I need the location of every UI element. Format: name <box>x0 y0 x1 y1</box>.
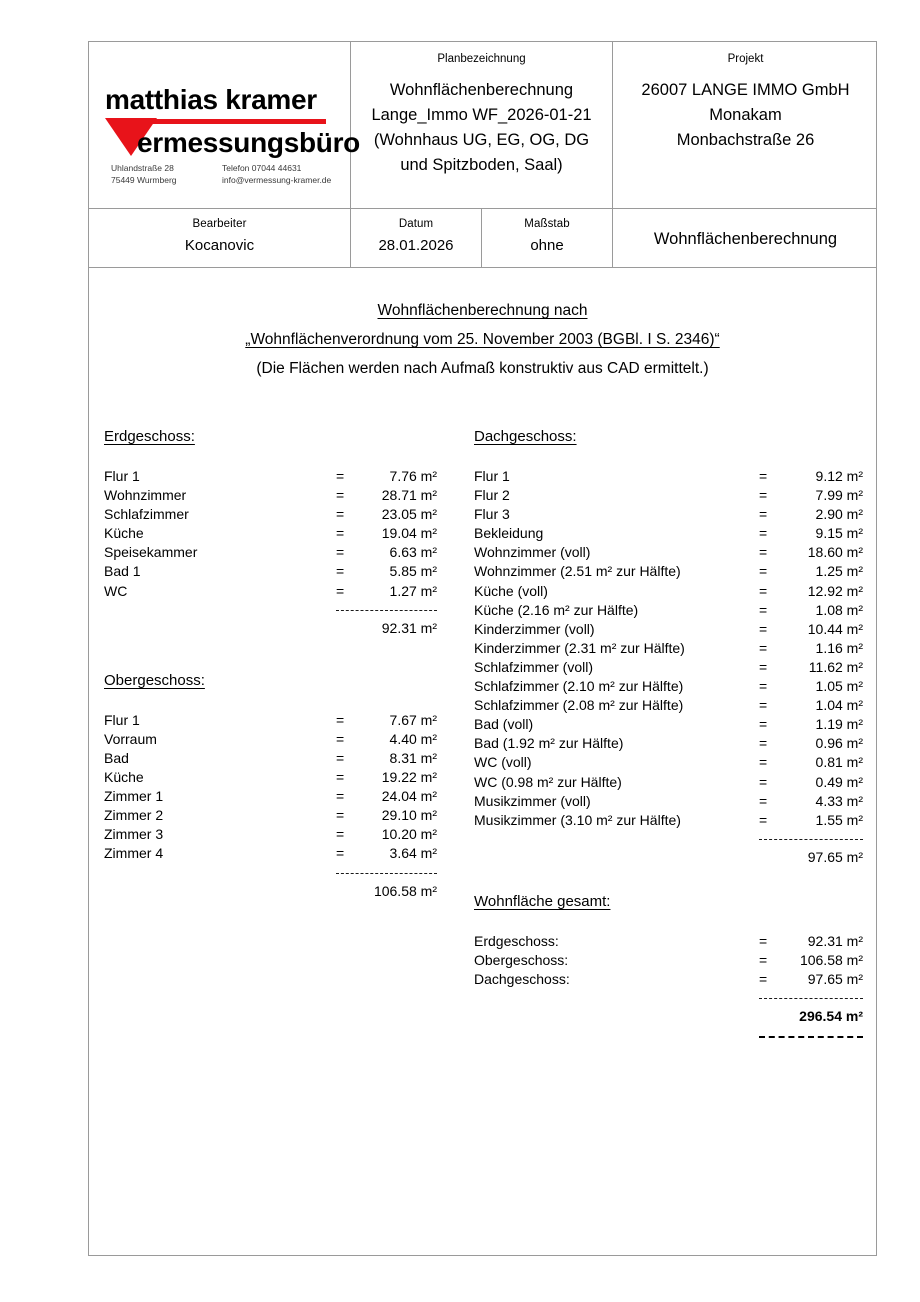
area-row-value: 19.22 m² <box>381 769 437 786</box>
grand-total-value: 296.54 m² <box>799 1008 863 1025</box>
area-row-value: 1.25 m² <box>815 563 863 580</box>
area-row-label: Bad (1.92 m² zur Hälfte) <box>474 735 624 752</box>
area-row-equals: = <box>759 468 768 484</box>
area-row <box>474 543 863 562</box>
area-row-value: 0.96 m² <box>815 735 863 752</box>
area-row-label: Bad (voll) <box>474 716 534 733</box>
document-type-cell <box>613 209 878 267</box>
sum-divider-obergeschoss <box>336 873 437 874</box>
area-row-equals: = <box>336 826 345 843</box>
area-rows-dachgeschoss <box>474 467 863 830</box>
sum-row-obergeschoss <box>104 882 456 901</box>
area-row-label: Erdgeschoss: <box>474 932 559 949</box>
area-row-label: Küche <box>104 525 144 542</box>
area-row-equals: = <box>759 754 768 771</box>
area-row-value: 28.71 m² <box>381 487 437 504</box>
sum-value-erdgeschoss: 92.31 m² <box>381 619 437 636</box>
area-row <box>474 582 863 601</box>
bearbeiter-cell <box>89 209 351 267</box>
area-row-label: Flur 3 <box>474 506 510 523</box>
area-row <box>474 773 863 792</box>
sum-spacer <box>104 882 364 901</box>
column-gap <box>474 867 863 893</box>
total-divider-top <box>759 998 863 999</box>
area-row <box>474 811 863 830</box>
project-line-1: 26007 LANGE IMMO GmbH <box>641 81 850 99</box>
area-row-equals: = <box>759 487 768 504</box>
area-row-label: WC (0.98 m² zur Hälfte) <box>474 773 622 790</box>
area-row-value: 97.65 m² <box>807 971 863 988</box>
area-row <box>104 749 437 768</box>
area-row <box>474 932 863 951</box>
area-row-equals: = <box>759 620 768 637</box>
area-row-value: 10.20 m² <box>381 826 437 843</box>
area-row-equals: = <box>759 544 768 561</box>
area-row-label: Bad 1 <box>104 563 141 580</box>
area-row-equals: = <box>759 971 768 988</box>
area-row-value: 9.12 m² <box>815 468 863 484</box>
plan-line-3: (Wohnhaus UG, EG, OG, DG <box>373 131 590 149</box>
project-label: Projekt <box>727 53 764 65</box>
section-dachgeschoss <box>474 428 863 867</box>
sum-spacer <box>474 848 789 867</box>
area-row-label: Schlafzimmer (voll) <box>474 658 594 675</box>
area-row-equals: = <box>759 792 768 809</box>
area-row-equals: = <box>336 468 345 484</box>
doc-title-line-2: „Wohnflächenverordnung vom 25. November 2003 (BGBl. I S. 2346)“ <box>245 331 720 348</box>
area-row-value: 4.33 m² <box>815 792 863 809</box>
area-row-equals: = <box>336 845 345 862</box>
area-row-label: Dachgeschoss: <box>474 971 570 988</box>
area-row-equals: = <box>759 658 768 675</box>
area-row <box>474 467 863 486</box>
area-row <box>104 844 437 863</box>
area-row-equals: = <box>759 678 768 695</box>
area-row <box>474 951 863 970</box>
sum-value-obergeschoss: 106.58 m² <box>373 882 437 899</box>
area-row-label: Wohnzimmer (voll) <box>474 544 591 561</box>
area-row-label: Speisekammer <box>104 544 198 561</box>
bearbeiter-value: Kocanovic <box>184 237 255 254</box>
section-heading-erdgeschoss: Erdgeschoss: <box>104 428 195 445</box>
area-row-equals: = <box>336 749 345 766</box>
area-row-label: Flur 1 <box>474 468 510 484</box>
plan-line-1: Wohnflächenberechnung <box>389 81 574 99</box>
area-row <box>104 505 437 524</box>
area-row-equals: = <box>336 487 345 504</box>
address-street: Uhlandstraße 28 <box>111 163 174 173</box>
section-heading-gesamt: Wohnfläche gesamt: <box>474 892 611 910</box>
area-row-label: Musikzimmer (3.10 m² zur Hälfte) <box>474 811 681 828</box>
area-row-value: 1.05 m² <box>815 678 863 695</box>
area-row <box>104 787 437 806</box>
area-row-value: 1.27 m² <box>389 582 437 599</box>
area-row-value: 9.15 m² <box>815 525 863 542</box>
area-row <box>104 768 437 787</box>
sum-spacer <box>474 1007 789 1026</box>
area-row-label: Kinderzimmer (2.31 m² zur Hälfte) <box>474 639 685 656</box>
right-column <box>474 428 863 1038</box>
area-row-equals: = <box>759 563 768 580</box>
area-row-label: Bekleidung <box>474 525 544 542</box>
sum-row-erdgeschoss <box>104 619 456 638</box>
area-row-label: Flur 1 <box>104 468 140 484</box>
datum-value: 28.01.2026 <box>378 237 454 254</box>
bearbeiter-label: Bearbeiter <box>192 218 247 230</box>
area-row-value: 1.08 m² <box>815 601 863 618</box>
area-row-value: 2.90 m² <box>815 506 863 523</box>
plan-line-2: Lange_Immo WF_2026-01-21 <box>371 106 592 124</box>
address-city: 75449 Wurmberg <box>111 174 177 185</box>
area-row-equals: = <box>759 697 768 714</box>
area-row-label: Obergeschoss: <box>474 951 569 968</box>
area-row-equals: = <box>759 525 768 542</box>
plan-designation-value <box>351 78 612 178</box>
area-row-equals: = <box>336 544 345 561</box>
email-text: info@vermessung-kramer.de <box>222 174 332 185</box>
area-row-label: Schlafzimmer (2.10 m² zur Hälfte) <box>474 678 684 695</box>
company-address <box>111 163 177 186</box>
section-gesamt <box>474 893 863 1038</box>
phone-text: Telefon 07044 44631 <box>222 163 302 173</box>
area-row <box>474 639 863 658</box>
document-title-block <box>89 296 876 383</box>
area-row-value: 7.67 m² <box>389 711 437 728</box>
area-row-label: Flur 1 <box>104 711 140 728</box>
title-block-bottom <box>89 209 876 268</box>
area-row-equals: = <box>336 506 345 523</box>
title-block-top <box>89 42 876 209</box>
area-row-label: WC <box>104 582 128 599</box>
area-row <box>474 792 863 811</box>
area-rows-erdgeschoss <box>104 467 437 601</box>
area-row <box>474 715 863 734</box>
area-row <box>104 524 437 543</box>
area-row-value: 0.81 m² <box>815 754 863 771</box>
project-line-2: Monakam <box>709 106 782 124</box>
area-row-equals: = <box>759 582 768 599</box>
grand-total-row <box>474 1007 863 1026</box>
doc-title-line-1: Wohnflächenberechnung nach <box>377 302 588 319</box>
area-row-equals: = <box>759 735 768 752</box>
area-row-equals: = <box>336 788 345 805</box>
area-row <box>104 486 437 505</box>
area-row-value: 92.31 m² <box>807 932 863 949</box>
area-row <box>474 524 863 543</box>
sum-spacer <box>104 619 364 638</box>
left-column <box>104 428 456 901</box>
company-name-line1: matthias kramer <box>105 84 317 115</box>
area-row-label: Bad <box>104 749 129 766</box>
area-row-value: 3.64 m² <box>389 845 437 862</box>
area-row-label: Zimmer 1 <box>104 788 164 805</box>
area-row-label: Küche (2.16 m² zur Hälfte) <box>474 601 639 618</box>
area-row-label: Schlafzimmer <box>104 506 189 523</box>
sum-divider-dachgeschoss <box>759 839 863 840</box>
area-row-value: 10.44 m² <box>807 620 863 637</box>
area-rows-obergeschoss <box>104 711 437 864</box>
area-row-equals: = <box>336 525 345 542</box>
massstab-value: ohne <box>530 237 564 254</box>
area-row <box>104 562 437 581</box>
area-row <box>474 658 863 677</box>
datum-label: Datum <box>398 218 434 230</box>
area-row-equals: = <box>759 601 768 618</box>
area-row-equals: = <box>759 773 768 790</box>
area-row-equals: = <box>336 807 345 824</box>
area-row-equals: = <box>336 730 345 747</box>
area-row-label: Musikzimmer (voll) <box>474 792 591 809</box>
area-row-label: Küche (voll) <box>474 582 548 599</box>
area-row-value: 106.58 m² <box>799 951 863 968</box>
area-row-label: Zimmer 2 <box>104 807 164 824</box>
logo-cell <box>89 42 360 208</box>
area-row-value: 1.19 m² <box>815 716 863 733</box>
area-row-equals: = <box>336 563 345 580</box>
area-row-equals: = <box>759 716 768 733</box>
area-row-value: 8.31 m² <box>389 749 437 766</box>
area-row-label: Kinderzimmer (voll) <box>474 620 595 637</box>
area-row <box>474 753 863 772</box>
area-row-equals: = <box>759 932 768 949</box>
company-contact <box>222 163 331 186</box>
area-row-value: 4.40 m² <box>389 730 437 747</box>
area-row <box>474 696 863 715</box>
area-row-value: 24.04 m² <box>381 788 437 805</box>
project-line-3: Monbachstraße 26 <box>676 131 815 149</box>
drawing-frame <box>88 41 877 1256</box>
area-row-value: 5.85 m² <box>389 563 437 580</box>
massstab-cell <box>482 209 613 267</box>
datum-cell <box>351 209 482 267</box>
area-row <box>474 562 863 581</box>
area-row <box>474 505 863 524</box>
area-row-equals: = <box>336 582 345 599</box>
area-row <box>104 825 437 844</box>
section-heading-dachgeschoss: Dachgeschoss: <box>474 428 577 445</box>
area-row-value: 1.16 m² <box>815 639 863 656</box>
area-row-equals: = <box>759 951 768 968</box>
document-type-value: Wohnflächenberechnung <box>653 230 838 248</box>
area-row-value: 0.49 m² <box>815 773 863 790</box>
area-row <box>474 601 863 620</box>
section-heading-obergeschoss: Obergeschoss: <box>104 671 205 689</box>
area-row-value: 18.60 m² <box>807 544 863 561</box>
area-row-label: Zimmer 3 <box>104 826 164 843</box>
area-row <box>104 806 437 825</box>
area-row-equals: = <box>759 811 768 828</box>
plan-designation-cell <box>351 42 613 208</box>
doc-title-line-3: (Die Flächen werden nach Aufmaß konstruktiv aus CAD ermittelt.) <box>256 360 709 377</box>
area-row-equals: = <box>759 506 768 523</box>
area-row <box>104 730 437 749</box>
area-row <box>104 543 437 562</box>
area-row-value: 7.99 m² <box>815 487 863 504</box>
area-row-label: Zimmer 4 <box>104 845 164 862</box>
column-gap <box>104 638 456 672</box>
area-row-value: 1.04 m² <box>815 697 863 714</box>
sum-divider-erdgeschoss <box>336 610 437 611</box>
area-row-label: Flur 2 <box>474 487 510 504</box>
project-value <box>613 78 878 153</box>
total-divider-bottom <box>759 1036 863 1038</box>
area-row-label: Küche <box>104 769 144 786</box>
area-row <box>474 734 863 753</box>
area-row-label: Wohnzimmer <box>104 487 187 504</box>
area-row-value: 29.10 m² <box>381 807 437 824</box>
area-row-label: Schlafzimmer (2.08 m² zur Hälfte) <box>474 697 684 714</box>
area-row-label: WC (voll) <box>474 754 532 771</box>
area-row <box>104 582 437 601</box>
massstab-label: Maßstab <box>524 218 570 230</box>
plan-designation-label: Planbezeichnung <box>437 53 526 65</box>
area-row <box>104 467 437 486</box>
area-row-equals: = <box>336 769 345 786</box>
area-row <box>474 677 863 696</box>
area-row-value: 12.92 m² <box>807 582 863 599</box>
section-erdgeschoss <box>104 428 456 638</box>
area-row <box>474 620 863 639</box>
area-row-equals: = <box>336 711 345 728</box>
project-cell <box>613 42 878 208</box>
section-obergeschoss <box>104 672 456 901</box>
area-row <box>474 486 863 505</box>
company-name-line2: ermessungsbüro <box>137 127 360 158</box>
area-rows-gesamt <box>474 932 863 989</box>
area-row <box>104 711 437 730</box>
area-row <box>474 970 863 989</box>
area-row-value: 6.63 m² <box>389 544 437 561</box>
sum-value-dachgeschoss: 97.65 m² <box>807 848 863 865</box>
plan-line-4: und Spitzboden, Saal) <box>400 156 563 174</box>
sum-row-dachgeschoss <box>474 848 863 867</box>
area-row-value: 7.76 m² <box>389 468 437 484</box>
area-row-value: 23.05 m² <box>381 506 437 523</box>
area-row-value: 19.04 m² <box>381 525 437 542</box>
area-row-value: 11.62 m² <box>808 658 863 675</box>
area-row-label: Wohnzimmer (2.51 m² zur Hälfte) <box>474 563 681 580</box>
area-row-value: 1.55 m² <box>815 811 863 828</box>
area-row-label: Vorraum <box>104 730 157 747</box>
area-row-equals: = <box>759 639 768 656</box>
